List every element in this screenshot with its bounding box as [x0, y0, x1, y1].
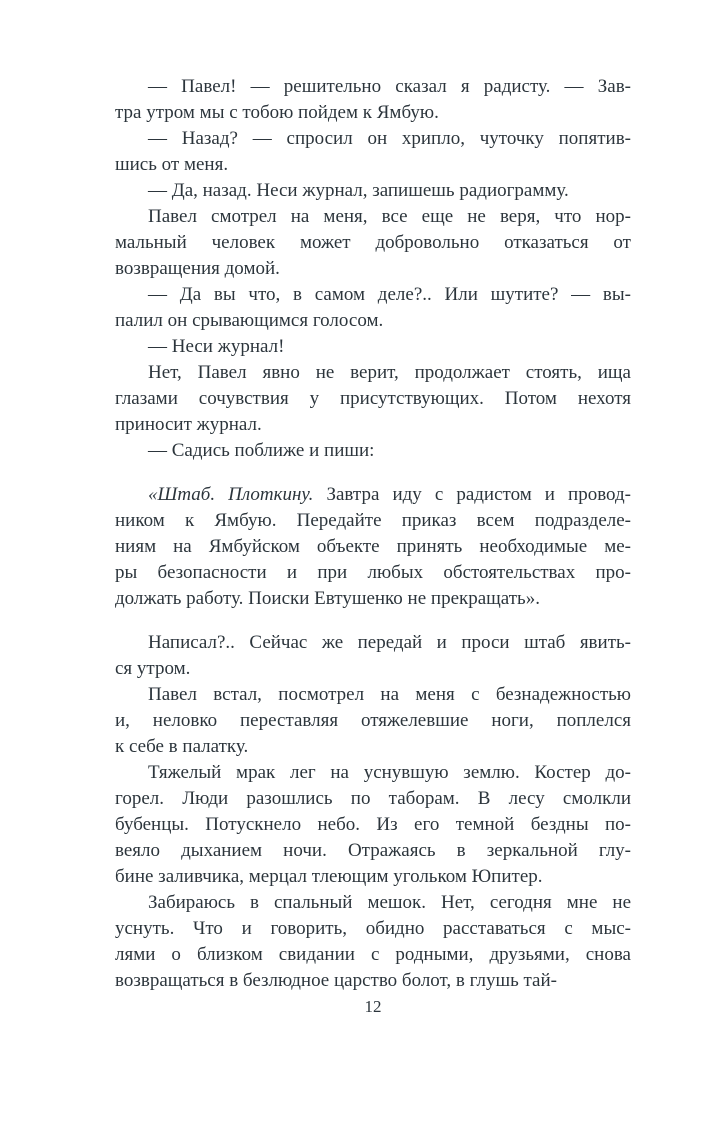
text-line: ры безопасности и при любых обстоятельствах про- — [115, 562, 631, 583]
text-line: — Павел! — решительно сказал я радисту. — Зав- — [148, 76, 631, 97]
text-line: шись от меня. — [115, 154, 229, 175]
paragraph — [115, 126, 631, 178]
text-line: лями о близком свидании с родными, друзьями, снова — [115, 944, 631, 965]
text-line: бине заливчика, мерцал тлеющим угольком Юпитер. — [115, 866, 543, 887]
text-line: возвращения домой. — [115, 258, 280, 279]
paragraph — [115, 178, 631, 204]
text-line — [115, 482, 631, 508]
text-line: — Да, назад. Неси журнал, запишешь радиограмму. — [148, 180, 569, 201]
paragraph — [115, 760, 631, 890]
page-number: 12 — [364, 997, 382, 1016]
text-line: Тяжелый мрак лег на уснувшую землю. Костер до- — [148, 762, 631, 783]
paragraph — [115, 682, 631, 760]
text-line: Павел смотрел на меня, все еще не веря, что нор- — [148, 206, 631, 227]
text-line: — Неси журнал! — [148, 336, 285, 357]
paragraph — [115, 482, 631, 612]
paragraph — [115, 360, 631, 438]
text-line: Нет, Павел явно не верит, продолжает стоять, ища — [148, 362, 631, 383]
text-line: должать работу. Поиски Евтушенко не прекращать». — [115, 588, 540, 609]
text-line: горел. Люди разошлись по таборам. В лесу смолкли — [115, 788, 631, 809]
text-line: бубенцы. Потускнело небо. Из его темной бездны по- — [115, 814, 631, 835]
telegram-address-italic: «Штаб. Плоткину. — [148, 484, 314, 505]
paragraph — [115, 74, 631, 126]
text-segment: Завтра иду с радистом и провод- — [313, 484, 631, 505]
text-block — [115, 74, 631, 994]
text-line: ниям на Ямбуйском объекте принять необходимые ме- — [115, 536, 631, 557]
paragraph — [115, 438, 631, 464]
paragraph — [115, 890, 631, 994]
text-line: ся утром. — [115, 658, 191, 679]
text-line: Написал?.. Сейчас же передай и проси штаб явить- — [148, 632, 631, 653]
text-line: — Да вы что, в самом деле?.. Или шутите? — вы- — [148, 284, 631, 305]
paragraph — [115, 204, 631, 282]
text-line: палил он срывающимся голосом. — [115, 310, 384, 331]
paragraph — [115, 630, 631, 682]
text-line: Забираюсь в спальный мешок. Нет, сегодня мне не — [148, 892, 631, 913]
text-line: возвращаться в безлюдное царство болот, в глушь тай- — [115, 970, 557, 991]
text-line: — Назад? — спросил он хрипло, чуточку попятив- — [148, 128, 631, 149]
paragraph — [115, 334, 631, 360]
text-line: веяло дыханием ночи. Отражаясь в зеркальной глу- — [115, 840, 631, 861]
text-line: мальный человек может добровольно отказаться от — [115, 232, 631, 253]
paragraph — [115, 282, 631, 334]
text-line: уснуть. Что и говорить, обидно расставаться с мыс- — [115, 918, 631, 939]
text-line: глазами сочувствия у присутствующих. Потом нехотя — [115, 388, 631, 409]
text-line: к себе в палатку. — [115, 736, 249, 757]
text-line: приносит журнал. — [115, 414, 262, 435]
text-line: Павел встал, посмотрел на меня с безнадежностью — [148, 684, 631, 705]
text-line: и, неловко переставляя отяжелевшие ноги, поплелся — [115, 710, 631, 731]
text-line: ником к Ямбую. Передайте приказ всем подразделе- — [115, 510, 631, 531]
text-line: — Садись поближе и пиши: — [148, 440, 375, 461]
text-line: тра утром мы с тобою пойдем к Ямбую. — [115, 102, 439, 123]
